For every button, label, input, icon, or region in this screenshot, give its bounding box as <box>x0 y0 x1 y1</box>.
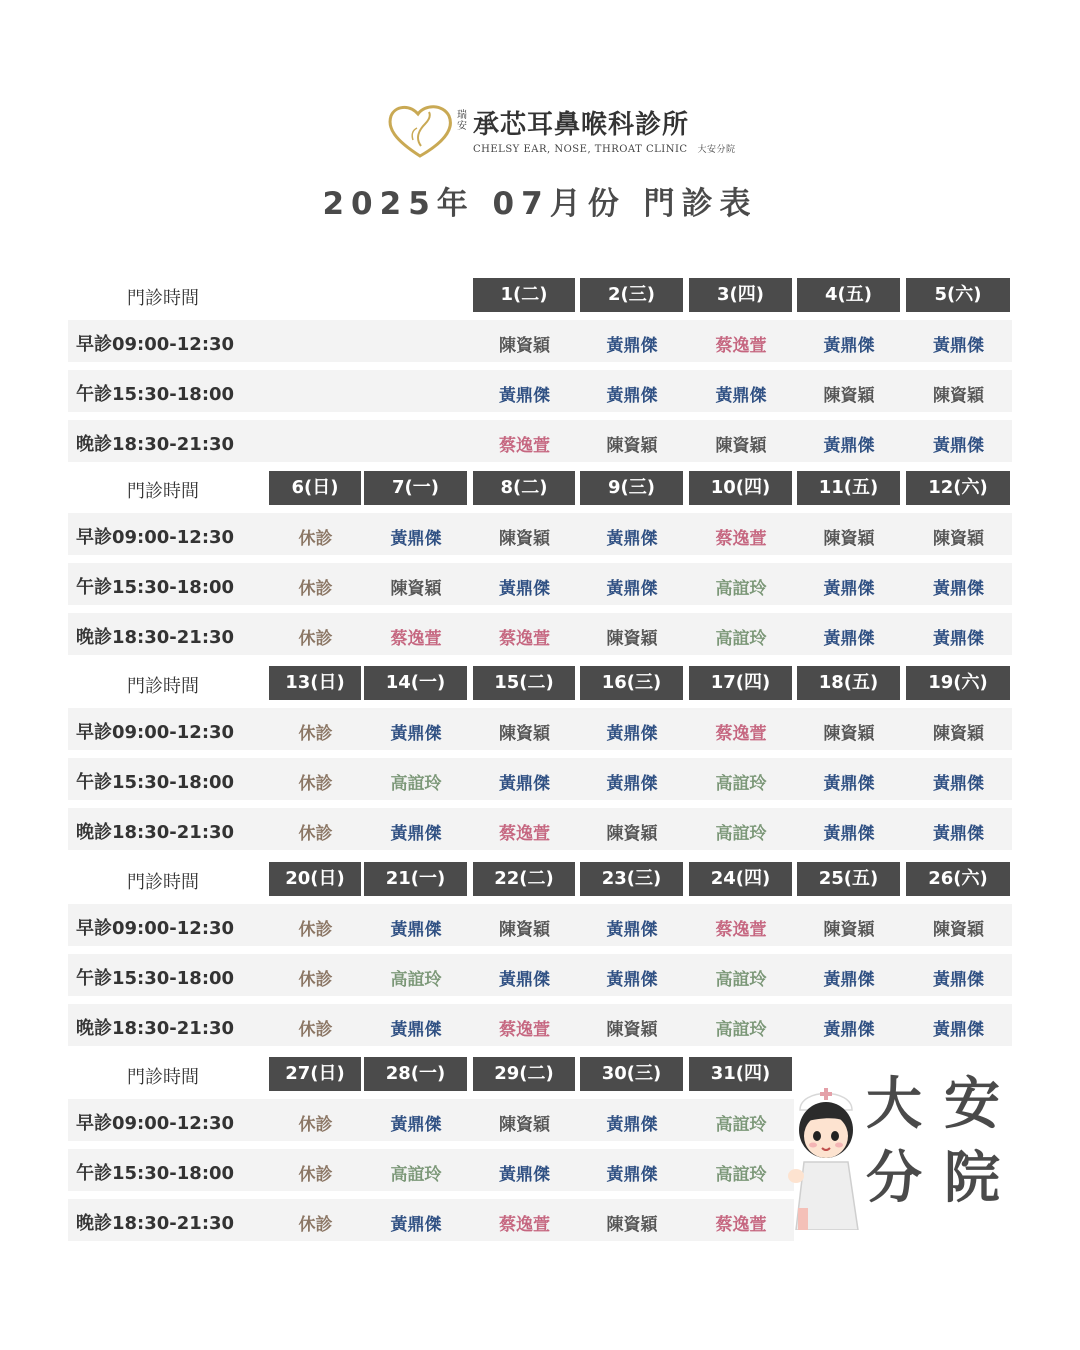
doctor-cell: 黃鼎傑 <box>933 774 984 794</box>
time-slot-label: 晚診18:30-21:30 <box>76 1018 235 1039</box>
closed-cell: 休診 <box>298 774 333 794</box>
time-slot-label: 晚診18:30-21:30 <box>76 1213 235 1234</box>
doctor-cell: 黃鼎傑 <box>499 774 550 794</box>
doctor-cell: 黃鼎傑 <box>823 1020 875 1040</box>
doctor-cell: 黃鼎傑 <box>823 774 875 794</box>
doctor-cell: 黃鼎傑 <box>606 386 658 406</box>
day-header: 7(一) <box>364 471 467 505</box>
doctor-cell: 黃鼎傑 <box>390 824 442 844</box>
schedule-week <box>68 471 1013 649</box>
doctor-cell: 黃鼎傑 <box>606 920 658 940</box>
doctor-cell: 蔡逸萱 <box>499 1020 550 1040</box>
doctor-cell: 陳資穎 <box>606 629 658 649</box>
closed-cell: 休診 <box>298 1165 333 1185</box>
week-header <box>68 471 1013 505</box>
clinic-branch-small: 大安分院 <box>697 145 736 155</box>
closed-cell: 休診 <box>298 629 333 649</box>
doctor-cell: 陳資穎 <box>823 529 875 549</box>
table-row <box>68 904 1012 946</box>
doctor-cell: 黃鼎傑 <box>823 970 875 990</box>
table-row <box>68 320 1012 362</box>
doctor-cell: 高誼玲 <box>390 970 442 990</box>
doctor-cell: 高誼玲 <box>715 1115 767 1135</box>
doctor-cell: 陳資穎 <box>933 724 984 744</box>
closed-cell: 休診 <box>298 1020 333 1040</box>
day-header: 19(六) <box>906 666 1010 700</box>
time-slot-label: 早診09:00-12:30 <box>76 1113 235 1134</box>
doctor-cell: 黃鼎傑 <box>823 336 875 356</box>
schedule-week <box>68 862 1013 1040</box>
closed-cell: 休診 <box>298 1115 333 1135</box>
time-slot-label: 午診15:30-18:00 <box>76 772 235 793</box>
doctor-cell: 黃鼎傑 <box>606 579 658 599</box>
doctor-cell: 陳資穎 <box>715 436 767 456</box>
doctor-cell: 陳資穎 <box>823 920 875 940</box>
doctor-cell: 陳資穎 <box>823 724 875 744</box>
table-row <box>68 708 1012 750</box>
doctor-cell: 黃鼎傑 <box>390 529 442 549</box>
doctor-cell: 陳資穎 <box>606 824 658 844</box>
closed-cell: 休診 <box>298 529 333 549</box>
doctor-cell: 蔡逸萱 <box>715 724 767 744</box>
doctor-cell: 陳資穎 <box>933 386 984 406</box>
day-header: 30(三) <box>580 1057 683 1091</box>
table-row <box>68 370 1012 412</box>
day-header: 11(五) <box>797 471 900 505</box>
day-header: 23(三) <box>580 862 683 896</box>
doctor-cell: 黃鼎傑 <box>933 970 984 990</box>
doctor-cell: 黃鼎傑 <box>933 436 984 456</box>
doctor-cell: 黃鼎傑 <box>390 1020 442 1040</box>
doctor-cell: 蔡逸萱 <box>390 629 442 649</box>
doctor-cell: 黃鼎傑 <box>606 774 658 794</box>
table-row <box>68 1099 794 1141</box>
time-slot-label: 早診09:00-12:30 <box>76 527 235 548</box>
doctor-cell: 黃鼎傑 <box>823 824 875 844</box>
branch-label: 大安分院 <box>866 1072 1022 1211</box>
time-slot-label: 晚診18:30-21:30 <box>76 822 235 843</box>
doctor-cell: 陳資穎 <box>823 386 875 406</box>
table-row <box>68 420 1012 462</box>
doctor-cell: 蔡逸萱 <box>499 436 550 456</box>
heart-logo-icon <box>385 100 455 160</box>
doctor-cell: 蔡逸萱 <box>715 529 767 549</box>
doctor-cell: 黃鼎傑 <box>823 436 875 456</box>
doctor-cell: 黃鼎傑 <box>606 336 658 356</box>
day-header: 2(三) <box>580 278 683 312</box>
day-header: 3(四) <box>689 278 792 312</box>
doctor-cell: 陳資穎 <box>499 724 550 744</box>
day-header: 12(六) <box>906 471 1010 505</box>
doctor-cell: 陳資穎 <box>499 1115 550 1135</box>
closed-cell: 休診 <box>298 824 333 844</box>
doctor-cell: 陳資穎 <box>390 579 442 599</box>
closed-cell: 休診 <box>298 1215 333 1235</box>
table-row <box>68 808 1012 850</box>
doctor-cell: 黃鼎傑 <box>606 529 658 549</box>
doctor-cell: 黃鼎傑 <box>933 1020 984 1040</box>
time-slot-label: 早診09:00-12:30 <box>76 722 235 743</box>
doctor-cell: 蔡逸萱 <box>499 1215 550 1235</box>
doctor-cell: 陳資穎 <box>933 529 984 549</box>
doctor-cell: 黃鼎傑 <box>390 724 442 744</box>
doctor-cell: 蔡逸萱 <box>715 336 767 356</box>
doctor-cell: 蔡逸萱 <box>499 629 550 649</box>
doctor-cell: 高誼玲 <box>715 970 767 990</box>
doctor-cell: 黃鼎傑 <box>390 1215 442 1235</box>
schedule-week <box>68 666 1013 844</box>
clinic-hours-header: 門診時間 <box>127 676 199 697</box>
day-header: 1(二) <box>473 278 575 312</box>
doctor-cell: 陳資穎 <box>606 1020 658 1040</box>
doctor-cell: 高誼玲 <box>715 579 767 599</box>
doctor-cell: 黃鼎傑 <box>390 1115 442 1135</box>
time-slot-label: 午診15:30-18:00 <box>76 384 235 405</box>
day-header: 10(四) <box>689 471 792 505</box>
day-header: 18(五) <box>797 666 900 700</box>
doctor-cell: 高誼玲 <box>390 1165 442 1185</box>
clinic-hours-header: 門診時間 <box>127 288 199 309</box>
day-header: 22(二) <box>473 862 575 896</box>
time-slot-label: 午診15:30-18:00 <box>76 1163 235 1184</box>
doctor-cell: 高誼玲 <box>390 774 442 794</box>
doctor-cell: 黃鼎傑 <box>499 386 550 406</box>
doctor-cell: 高誼玲 <box>715 629 767 649</box>
doctor-cell: 黃鼎傑 <box>606 970 658 990</box>
day-header: 27(日) <box>269 1057 361 1091</box>
time-slot-label: 早診09:00-12:30 <box>76 918 235 939</box>
doctor-cell: 陳資穎 <box>499 336 550 356</box>
day-header: 31(四) <box>689 1057 792 1091</box>
day-header: 16(三) <box>580 666 683 700</box>
table-row <box>68 1199 794 1241</box>
clinic-english-text: CHELSY EAR, NOSE, THROAT CLINIC <box>473 144 688 155</box>
week-header <box>68 278 1013 312</box>
clinic-hours-header: 門診時間 <box>127 481 199 502</box>
closed-cell: 休診 <box>298 970 333 990</box>
page-title: 2025年 07月份 門診表 <box>322 186 758 222</box>
day-header: 20(日) <box>269 862 361 896</box>
doctor-cell: 黃鼎傑 <box>606 1165 658 1185</box>
time-slot-label: 晚診18:30-21:30 <box>76 627 235 648</box>
doctor-cell: 黃鼎傑 <box>606 724 658 744</box>
doctor-cell: 陳資穎 <box>606 436 658 456</box>
day-header: 24(四) <box>689 862 792 896</box>
doctor-cell: 高誼玲 <box>715 824 767 844</box>
doctor-cell: 黃鼎傑 <box>499 579 550 599</box>
doctor-cell: 蔡逸萱 <box>715 1215 767 1235</box>
doctor-cell: 黃鼎傑 <box>606 1115 658 1135</box>
doctor-cell: 高誼玲 <box>715 1020 767 1040</box>
doctor-cell: 黃鼎傑 <box>933 629 984 649</box>
table-row <box>68 513 1012 555</box>
doctor-cell: 黃鼎傑 <box>933 824 984 844</box>
table-row <box>68 758 1012 800</box>
day-header: 5(六) <box>906 278 1010 312</box>
day-header: 21(一) <box>364 862 467 896</box>
closed-cell: 休診 <box>298 579 333 599</box>
doctor-cell: 蔡逸萱 <box>715 920 767 940</box>
doctor-cell: 高誼玲 <box>715 774 767 794</box>
clinic-name: 承芯耳鼻喉科診所 <box>473 110 690 140</box>
schedule-week <box>68 278 1013 456</box>
doctor-cell: 黃鼎傑 <box>823 629 875 649</box>
day-header: 13(日) <box>269 666 361 700</box>
clinic-english-name <box>473 142 736 155</box>
week-header <box>68 862 1013 896</box>
day-header: 25(五) <box>797 862 900 896</box>
closed-cell: 休診 <box>298 920 333 940</box>
doctor-cell: 黃鼎傑 <box>499 1165 550 1185</box>
day-header: 4(五) <box>797 278 900 312</box>
day-header: 8(二) <box>473 471 575 505</box>
day-header: 17(四) <box>689 666 792 700</box>
week-header <box>68 666 1013 700</box>
doctor-cell: 黃鼎傑 <box>715 386 767 406</box>
table-row <box>68 954 1012 996</box>
doctor-cell: 陳資穎 <box>499 529 550 549</box>
doctor-cell: 高誼玲 <box>715 1165 767 1185</box>
table-row <box>68 1004 1012 1046</box>
doctor-cell: 陳資穎 <box>606 1215 658 1235</box>
closed-cell: 休診 <box>298 724 333 744</box>
doctor-cell: 陳資穎 <box>499 920 550 940</box>
table-row <box>68 1149 794 1191</box>
day-header: 14(一) <box>364 666 467 700</box>
doctor-cell: 黃鼎傑 <box>499 970 550 990</box>
nurse-illustration-icon <box>786 1080 866 1230</box>
day-header: 28(一) <box>364 1057 467 1091</box>
doctor-cell: 陳資穎 <box>933 920 984 940</box>
day-header: 9(三) <box>580 471 683 505</box>
table-row <box>68 613 1012 655</box>
clinic-hours-header: 門診時間 <box>127 872 199 893</box>
day-header: 15(二) <box>473 666 575 700</box>
time-slot-label: 早診09:00-12:30 <box>76 334 235 355</box>
clinic-hours-header: 門診時間 <box>127 1067 199 1088</box>
day-header: 26(六) <box>906 862 1010 896</box>
doctor-cell: 黃鼎傑 <box>823 579 875 599</box>
day-header: 6(日) <box>269 471 361 505</box>
doctor-cell: 蔡逸萱 <box>499 824 550 844</box>
table-row <box>68 563 1012 605</box>
doctor-cell: 黃鼎傑 <box>933 336 984 356</box>
doctor-cell: 黃鼎傑 <box>390 920 442 940</box>
clinic-prefix: 瑞安 <box>457 110 467 132</box>
time-slot-label: 午診15:30-18:00 <box>76 968 235 989</box>
day-header: 29(二) <box>473 1057 575 1091</box>
time-slot-label: 午診15:30-18:00 <box>76 577 235 598</box>
doctor-cell: 黃鼎傑 <box>933 579 984 599</box>
time-slot-label: 晚診18:30-21:30 <box>76 434 235 455</box>
clinic-logo <box>385 100 736 162</box>
